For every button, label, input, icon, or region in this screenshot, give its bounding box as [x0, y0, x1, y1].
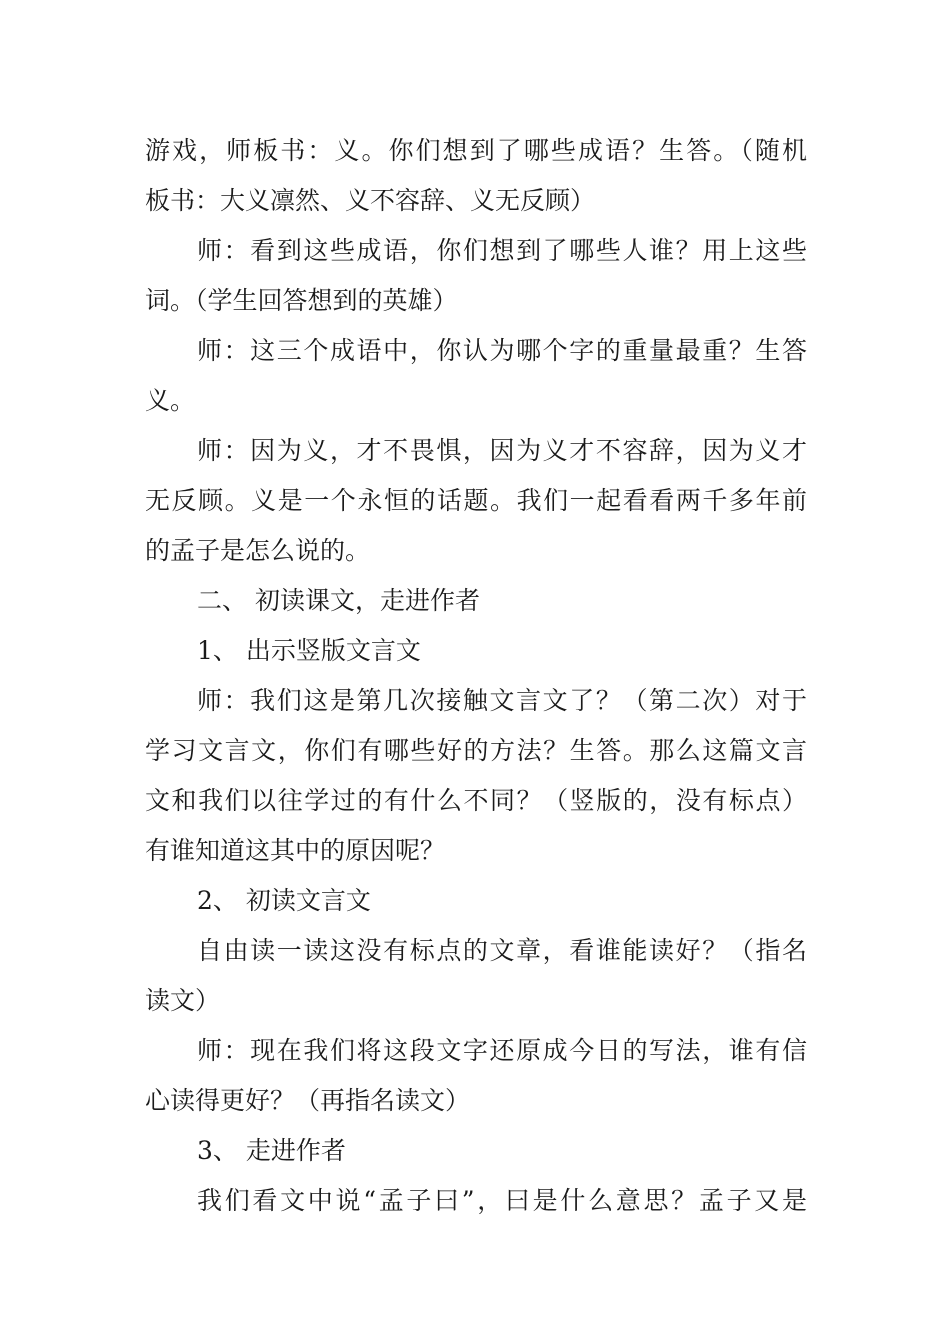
text-line: 有谁知道这其中的原因呢？ [145, 836, 446, 865]
document-page [145, 126, 807, 1226]
text-line: 师：因为义，才不畏惧，因为义才不容辞，因为义才 [197, 436, 807, 465]
text-line: 学习文言文，你们有哪些好的方法？生答。那么这篇文言 [145, 736, 807, 765]
text-line: 的孟子是怎么说的。 [145, 536, 371, 565]
text-line: 读文） [145, 986, 221, 1015]
text-line: 心读得更好？（再指名读文） [145, 1086, 471, 1115]
text-line: 义。 [145, 386, 196, 415]
subsection-heading: 2、 初读文言文 [197, 886, 371, 915]
text-line: 游戏，师板书：义。你们想到了哪些成语？生答。（随机 [145, 136, 807, 165]
text-line: 师：我们这是第几次接触文言文了？（第二次）对于 [197, 686, 807, 715]
text-line: 文和我们以往学过的有什么不同？（竖版的，没有标点） [145, 786, 807, 815]
text-line: 我们看文中说“孟子曰”，曰是什么意思？孟子又是 [197, 1186, 807, 1215]
section-heading: 二、 初读课文，走进作者 [197, 586, 480, 615]
text-line: 板书：大义凛然、义不容辞、义无反顾） [145, 186, 596, 215]
text-line: 师：这三个成语中，你认为哪个字的重量最重？生答 [197, 336, 807, 365]
subsection-heading: 1、 出示竖版文言文 [197, 636, 421, 665]
text-line: 无反顾。义是一个永恒的话题。我们一起看看两千多年前 [145, 486, 807, 515]
text-line: 词。（学生回答想到的英雄） [145, 286, 458, 315]
text-line: 师：现在我们将这段文字还原成今日的写法，谁有信 [197, 1036, 807, 1065]
text-line: 自由读一读这没有标点的文章，看谁能读好？（指名 [197, 936, 807, 965]
text-line: 师：看到这些成语，你们想到了哪些人谁？用上这些 [197, 236, 807, 265]
subsection-heading: 3、 走进作者 [197, 1136, 346, 1165]
